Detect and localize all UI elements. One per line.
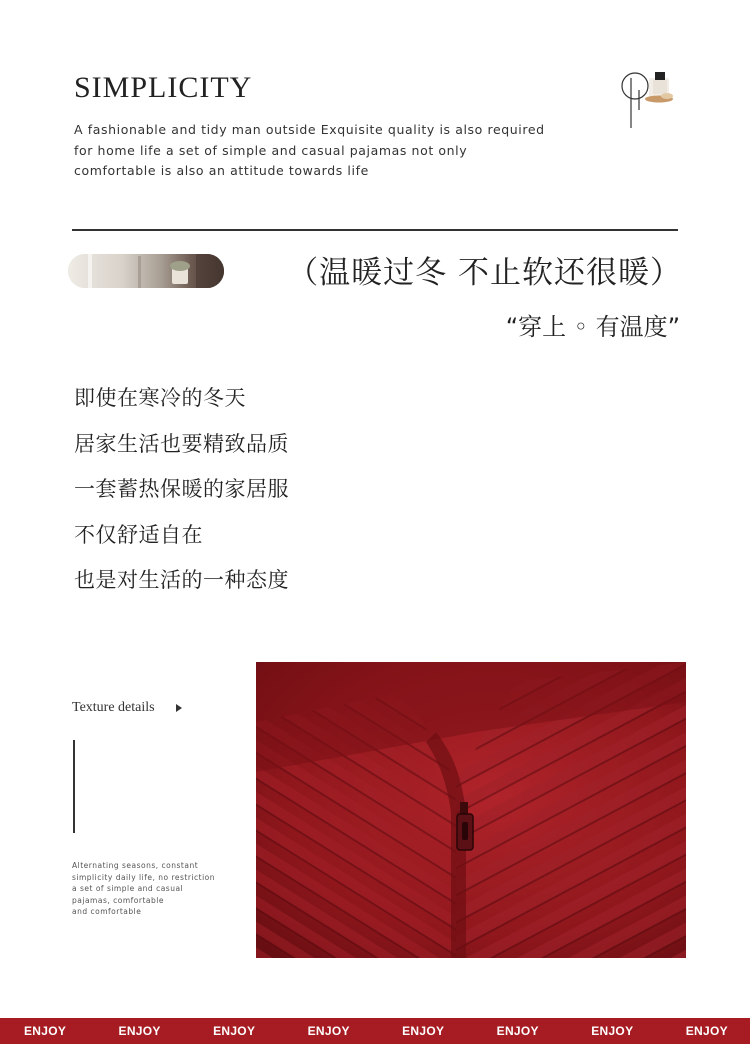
banner-text: ENJOY [496, 1024, 539, 1038]
intro-paragraph [74, 120, 594, 182]
caption-line: Alternating seasons, constant [72, 861, 199, 870]
description-line: 居家生活也要精致品质 [74, 431, 289, 456]
interior-photo-pill [68, 254, 224, 288]
intro-line: comfortable is also an attitude towards life [74, 163, 369, 178]
banner-text: ENJOY [591, 1024, 634, 1038]
banner-text: ENJOY [213, 1024, 256, 1038]
play-arrow-icon [176, 704, 182, 712]
intro-line: for home life a set of simple and casual pajamas not only [74, 142, 468, 158]
intro-line: A fashionable and tidy man outside Exquisite quality is also required [74, 122, 545, 137]
caption-line: a set of simple and casual [72, 884, 184, 893]
page-title: SIMPLICITY [74, 71, 253, 104]
banner-text: ENJOY [685, 1024, 728, 1038]
description-line: 不仅舒适自在 [74, 522, 203, 547]
lamp-photo-decoration [615, 66, 685, 130]
section-subheading: “穿上 ◦ 有温度” [505, 313, 680, 341]
banner-text: ENJOY [118, 1024, 161, 1038]
section-divider [72, 229, 678, 231]
description-line: 一套蓄热保暖的家居服 [74, 477, 289, 501]
texture-caption [72, 860, 252, 918]
banner-text: ENJOY [24, 1024, 67, 1038]
fleece-fabric-photo [256, 662, 686, 958]
description-line: 也是对生活的一种态度 [74, 568, 289, 592]
texture-details-label: Texture details [72, 700, 155, 715]
description-line: 即使在寒冷的冬天 [74, 386, 246, 410]
caption-line: pajamas, comfortable [72, 895, 164, 905]
enjoy-banner [0, 1018, 750, 1044]
caption-line: and comfortable [72, 907, 142, 916]
caption-line: simplicity daily life, no restriction [72, 872, 215, 882]
banner-text: ENJOY [402, 1024, 445, 1038]
vertical-accent-line [73, 740, 75, 833]
description-lines [74, 376, 289, 604]
banner-text: ENJOY [307, 1024, 350, 1038]
section-heading: （温暖过冬 不止软还很暖） [287, 255, 682, 291]
